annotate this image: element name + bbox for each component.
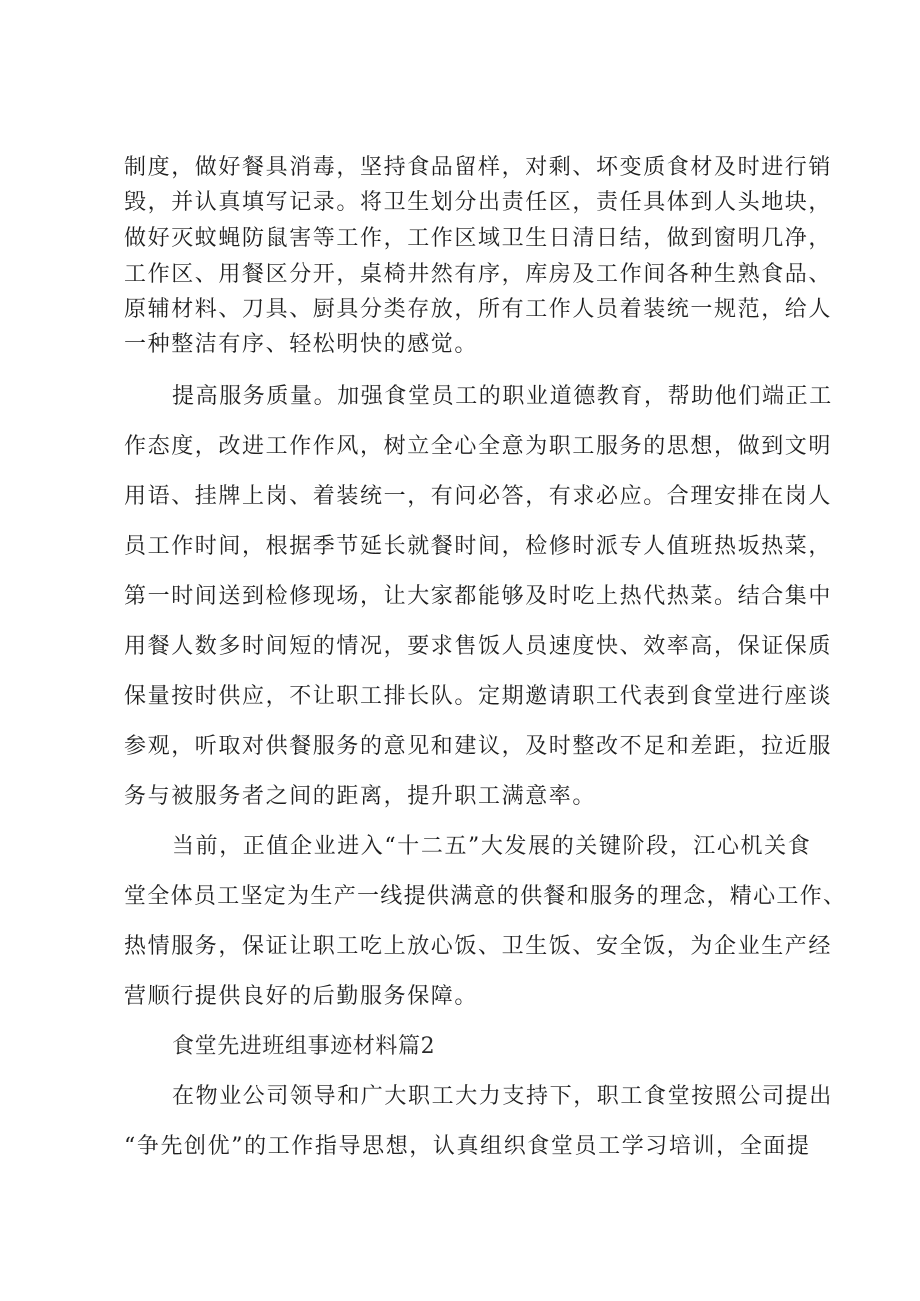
paragraph-line: 提高服务质量。加强食堂员工的职业道德教育，帮助他们端正工 — [172, 384, 833, 409]
paragraph-line: 保量按时供应，不让职工排长队。定期邀请职工代表到食堂进行座谈 — [124, 684, 833, 709]
paragraph-line: “争先创优”的工作指导思想，认真组织食堂员工学习培训，全面提 — [124, 1134, 811, 1159]
paragraph-line: 作态度，改进工作作风，树立全心全意为职工服务的思想，做到文明 — [124, 434, 833, 459]
paragraph-line: 用语、挂牌上岗、着装统一，有问必答，有求必应。合理安排在岗人 — [124, 484, 833, 509]
paragraph-line: 原辅材料、刀具、厨具分类存放，所有工作人员着装统一规范，给人 — [124, 297, 833, 322]
paragraph-line: 毁，并认真填写记录。将卫生划分出责任区，责任具体到人头地块， — [124, 190, 833, 215]
paragraph-line: 参观，听取对供餐服务的意见和建议，及时整改不足和差距，拉近服 — [124, 734, 833, 759]
paragraph-line: 当前，正值企业进入“十二五”大发展的关键阶段，江心机关食 — [172, 834, 812, 859]
paragraph-line: 员工作时间，根据季节延长就餐时间，检修时派专人值班热坂热菜， — [124, 534, 833, 559]
paragraph-line: 制度，做好餐具消毒，坚持食品留样，对剩、坏变质食材及时进行销 — [124, 155, 833, 180]
paragraph-line: 热情服务，保证让职工吃上放心饭、卫生饭、安全饭，为企业生产经 — [124, 934, 833, 959]
paragraph-line: 工作区、用餐区分开，桌椅井然有序，库房及工作间各种生熟食品、 — [124, 262, 833, 287]
section-heading: 食堂先进班组事迹材料篇2 — [172, 1034, 436, 1059]
paragraph-line: 营顺行提供良好的后勤服务保障。 — [124, 984, 479, 1009]
paragraph-line: 第一时间送到检修现场，让大家都能够及时吃上热代热菜。结合集中 — [124, 584, 833, 609]
paragraph-line: 在物业公司领导和广大职工大力支持下，职工食堂按照公司提出 — [172, 1084, 833, 1109]
paragraph-line: 堂全体员工坚定为生产一线提供满意的供餐和服务的理念，精心工作、 — [124, 884, 847, 909]
paragraph-line: 用餐人数多时间短的情况，要求售饭人员速度快、效率高，保证保质 — [124, 634, 833, 659]
paragraph-line: 做好灭蚊蝇防鼠害等工作，工作区域卫生日清日结，做到窗明几净， — [124, 226, 833, 251]
paragraph-line: 一种整洁有序、轻松明快的感觉。 — [124, 332, 479, 357]
paragraph-line: 务与被服务者之间的距离，提升职工满意率。 — [124, 784, 597, 809]
